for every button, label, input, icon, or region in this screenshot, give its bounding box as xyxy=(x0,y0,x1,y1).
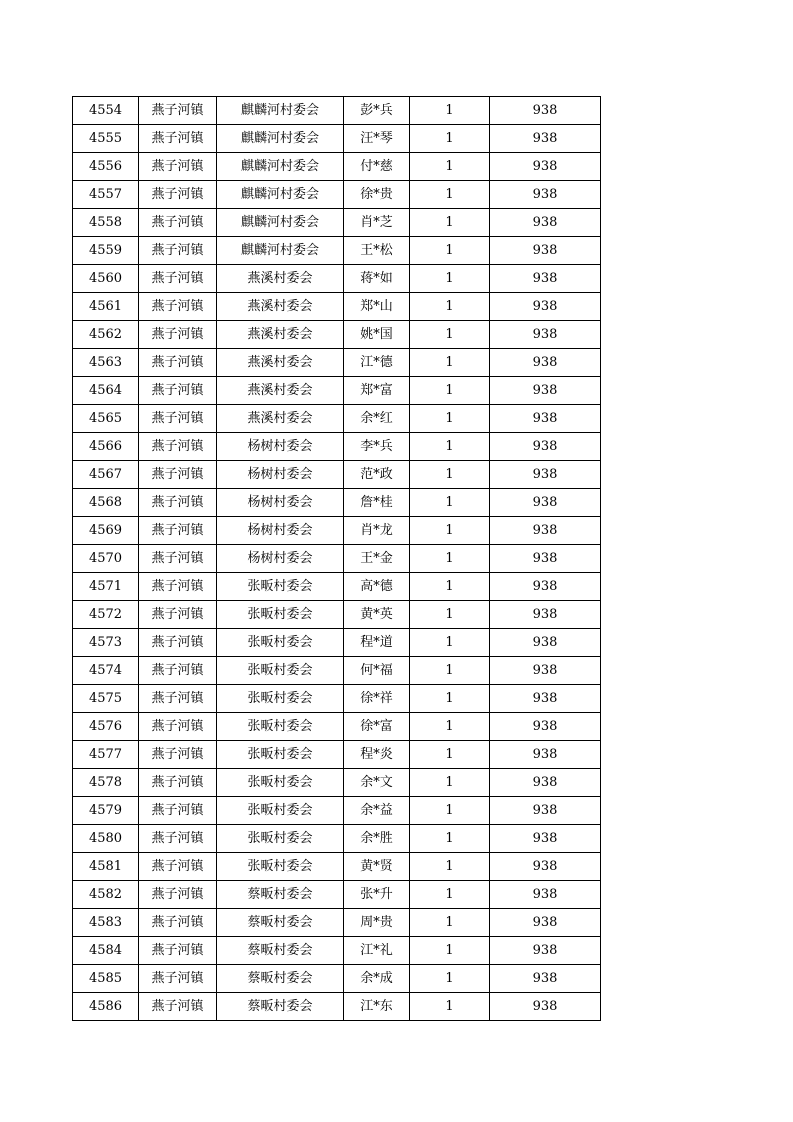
amount-cell: 938 xyxy=(490,153,601,181)
person-name-cell: 余*胜 xyxy=(344,825,410,853)
count-cell: 1 xyxy=(410,153,490,181)
amount-cell: 938 xyxy=(490,349,601,377)
amount-cell: 938 xyxy=(490,321,601,349)
amount-cell: 938 xyxy=(490,97,601,125)
table-row xyxy=(73,153,601,181)
row-number-cell: 4574 xyxy=(73,657,139,685)
person-name-cell: 余*文 xyxy=(344,769,410,797)
village-cell: 张畈村委会 xyxy=(217,573,344,601)
row-number-cell: 4571 xyxy=(73,573,139,601)
person-name-cell: 汪*琴 xyxy=(344,125,410,153)
table-row xyxy=(73,825,601,853)
village-cell: 燕溪村委会 xyxy=(217,377,344,405)
person-name-cell: 郑*富 xyxy=(344,377,410,405)
row-number-cell: 4561 xyxy=(73,293,139,321)
row-number-cell: 4560 xyxy=(73,265,139,293)
table-row xyxy=(73,97,601,125)
amount-cell: 938 xyxy=(490,517,601,545)
roster-body xyxy=(73,97,601,1021)
village-cell: 麒麟河村委会 xyxy=(217,181,344,209)
count-cell: 1 xyxy=(410,209,490,237)
amount-cell: 938 xyxy=(490,545,601,573)
town-cell: 燕子河镇 xyxy=(139,881,217,909)
table-row xyxy=(73,461,601,489)
town-cell: 燕子河镇 xyxy=(139,797,217,825)
person-name-cell: 范*政 xyxy=(344,461,410,489)
table-row xyxy=(73,125,601,153)
village-cell: 杨树村委会 xyxy=(217,545,344,573)
amount-cell: 938 xyxy=(490,965,601,993)
village-cell: 杨树村委会 xyxy=(217,489,344,517)
village-cell: 张畈村委会 xyxy=(217,657,344,685)
count-cell: 1 xyxy=(410,293,490,321)
person-name-cell: 郑*山 xyxy=(344,293,410,321)
person-name-cell: 徐*祥 xyxy=(344,685,410,713)
amount-cell: 938 xyxy=(490,881,601,909)
row-number-cell: 4566 xyxy=(73,433,139,461)
amount-cell: 938 xyxy=(490,993,601,1021)
amount-cell: 938 xyxy=(490,489,601,517)
table-row xyxy=(73,545,601,573)
table-row xyxy=(73,741,601,769)
town-cell: 燕子河镇 xyxy=(139,713,217,741)
town-cell: 燕子河镇 xyxy=(139,853,217,881)
person-name-cell: 徐*贵 xyxy=(344,181,410,209)
count-cell: 1 xyxy=(410,461,490,489)
count-cell: 1 xyxy=(410,657,490,685)
person-name-cell: 姚*国 xyxy=(344,321,410,349)
amount-cell: 938 xyxy=(490,713,601,741)
table-row xyxy=(73,181,601,209)
person-name-cell: 高*德 xyxy=(344,573,410,601)
town-cell: 燕子河镇 xyxy=(139,181,217,209)
person-name-cell: 王*金 xyxy=(344,545,410,573)
amount-cell: 938 xyxy=(490,237,601,265)
table-row xyxy=(73,293,601,321)
amount-cell: 938 xyxy=(490,937,601,965)
count-cell: 1 xyxy=(410,265,490,293)
row-number-cell: 4576 xyxy=(73,713,139,741)
town-cell: 燕子河镇 xyxy=(139,321,217,349)
amount-cell: 938 xyxy=(490,181,601,209)
count-cell: 1 xyxy=(410,489,490,517)
town-cell: 燕子河镇 xyxy=(139,405,217,433)
table-row xyxy=(73,657,601,685)
table-row xyxy=(73,321,601,349)
row-number-cell: 4568 xyxy=(73,489,139,517)
row-number-cell: 4559 xyxy=(73,237,139,265)
count-cell: 1 xyxy=(410,349,490,377)
table-row xyxy=(73,377,601,405)
table-row xyxy=(73,881,601,909)
row-number-cell: 4575 xyxy=(73,685,139,713)
village-cell: 麒麟河村委会 xyxy=(217,153,344,181)
village-cell: 杨树村委会 xyxy=(217,517,344,545)
person-name-cell: 肖*龙 xyxy=(344,517,410,545)
count-cell: 1 xyxy=(410,937,490,965)
row-number-cell: 4578 xyxy=(73,769,139,797)
town-cell: 燕子河镇 xyxy=(139,657,217,685)
village-cell: 张畈村委会 xyxy=(217,685,344,713)
person-name-cell: 余*成 xyxy=(344,965,410,993)
village-cell: 张畈村委会 xyxy=(217,853,344,881)
row-number-cell: 4572 xyxy=(73,601,139,629)
table-row xyxy=(73,349,601,377)
row-number-cell: 4580 xyxy=(73,825,139,853)
amount-cell: 938 xyxy=(490,797,601,825)
table-row xyxy=(73,713,601,741)
town-cell: 燕子河镇 xyxy=(139,937,217,965)
person-name-cell: 王*松 xyxy=(344,237,410,265)
amount-cell: 938 xyxy=(490,741,601,769)
amount-cell: 938 xyxy=(490,377,601,405)
village-cell: 张畈村委会 xyxy=(217,825,344,853)
village-cell: 燕溪村委会 xyxy=(217,349,344,377)
village-cell: 麒麟河村委会 xyxy=(217,97,344,125)
count-cell: 1 xyxy=(410,181,490,209)
town-cell: 燕子河镇 xyxy=(139,573,217,601)
count-cell: 1 xyxy=(410,629,490,657)
row-number-cell: 4586 xyxy=(73,993,139,1021)
amount-cell: 938 xyxy=(490,265,601,293)
person-name-cell: 黄*贤 xyxy=(344,853,410,881)
row-number-cell: 4564 xyxy=(73,377,139,405)
table-row xyxy=(73,489,601,517)
person-name-cell: 肖*芝 xyxy=(344,209,410,237)
table-row xyxy=(73,601,601,629)
row-number-cell: 4582 xyxy=(73,881,139,909)
town-cell: 燕子河镇 xyxy=(139,237,217,265)
person-name-cell: 程*炎 xyxy=(344,741,410,769)
amount-cell: 938 xyxy=(490,825,601,853)
amount-cell: 938 xyxy=(490,405,601,433)
town-cell: 燕子河镇 xyxy=(139,517,217,545)
table-row xyxy=(73,629,601,657)
count-cell: 1 xyxy=(410,377,490,405)
amount-cell: 938 xyxy=(490,293,601,321)
amount-cell: 938 xyxy=(490,657,601,685)
count-cell: 1 xyxy=(410,433,490,461)
town-cell: 燕子河镇 xyxy=(139,545,217,573)
row-number-cell: 4563 xyxy=(73,349,139,377)
table-row xyxy=(73,853,601,881)
village-cell: 蔡畈村委会 xyxy=(217,909,344,937)
person-name-cell: 蒋*如 xyxy=(344,265,410,293)
town-cell: 燕子河镇 xyxy=(139,125,217,153)
count-cell: 1 xyxy=(410,601,490,629)
row-number-cell: 4558 xyxy=(73,209,139,237)
town-cell: 燕子河镇 xyxy=(139,909,217,937)
count-cell: 1 xyxy=(410,993,490,1021)
amount-cell: 938 xyxy=(490,433,601,461)
town-cell: 燕子河镇 xyxy=(139,965,217,993)
count-cell: 1 xyxy=(410,125,490,153)
row-number-cell: 4584 xyxy=(73,937,139,965)
village-cell: 燕溪村委会 xyxy=(217,321,344,349)
town-cell: 燕子河镇 xyxy=(139,293,217,321)
village-cell: 蔡畈村委会 xyxy=(217,937,344,965)
row-number-cell: 4583 xyxy=(73,909,139,937)
table-row xyxy=(73,517,601,545)
village-cell: 麒麟河村委会 xyxy=(217,209,344,237)
row-number-cell: 4567 xyxy=(73,461,139,489)
person-name-cell: 张*升 xyxy=(344,881,410,909)
count-cell: 1 xyxy=(410,237,490,265)
village-cell: 燕溪村委会 xyxy=(217,265,344,293)
count-cell: 1 xyxy=(410,825,490,853)
town-cell: 燕子河镇 xyxy=(139,685,217,713)
roster-table xyxy=(72,96,601,1021)
count-cell: 1 xyxy=(410,909,490,937)
count-cell: 1 xyxy=(410,405,490,433)
row-number-cell: 4581 xyxy=(73,853,139,881)
amount-cell: 938 xyxy=(490,685,601,713)
row-number-cell: 4555 xyxy=(73,125,139,153)
town-cell: 燕子河镇 xyxy=(139,153,217,181)
table-row xyxy=(73,993,601,1021)
count-cell: 1 xyxy=(410,545,490,573)
person-name-cell: 程*道 xyxy=(344,629,410,657)
person-name-cell: 江*德 xyxy=(344,349,410,377)
town-cell: 燕子河镇 xyxy=(139,769,217,797)
amount-cell: 938 xyxy=(490,909,601,937)
row-number-cell: 4573 xyxy=(73,629,139,657)
row-number-cell: 4577 xyxy=(73,741,139,769)
village-cell: 张畈村委会 xyxy=(217,629,344,657)
amount-cell: 938 xyxy=(490,853,601,881)
town-cell: 燕子河镇 xyxy=(139,629,217,657)
person-name-cell: 彭*兵 xyxy=(344,97,410,125)
count-cell: 1 xyxy=(410,965,490,993)
person-name-cell: 付*慈 xyxy=(344,153,410,181)
person-name-cell: 余*红 xyxy=(344,405,410,433)
count-cell: 1 xyxy=(410,97,490,125)
town-cell: 燕子河镇 xyxy=(139,265,217,293)
village-cell: 张畈村委会 xyxy=(217,769,344,797)
town-cell: 燕子河镇 xyxy=(139,377,217,405)
count-cell: 1 xyxy=(410,685,490,713)
town-cell: 燕子河镇 xyxy=(139,825,217,853)
amount-cell: 938 xyxy=(490,209,601,237)
amount-cell: 938 xyxy=(490,461,601,489)
count-cell: 1 xyxy=(410,797,490,825)
table-row xyxy=(73,909,601,937)
count-cell: 1 xyxy=(410,573,490,601)
town-cell: 燕子河镇 xyxy=(139,209,217,237)
count-cell: 1 xyxy=(410,881,490,909)
count-cell: 1 xyxy=(410,517,490,545)
amount-cell: 938 xyxy=(490,769,601,797)
village-cell: 麒麟河村委会 xyxy=(217,125,344,153)
table-row xyxy=(73,265,601,293)
table-row xyxy=(73,433,601,461)
count-cell: 1 xyxy=(410,853,490,881)
village-cell: 燕溪村委会 xyxy=(217,405,344,433)
town-cell: 燕子河镇 xyxy=(139,97,217,125)
amount-cell: 938 xyxy=(490,629,601,657)
person-name-cell: 周*贵 xyxy=(344,909,410,937)
row-number-cell: 4570 xyxy=(73,545,139,573)
village-cell: 蔡畈村委会 xyxy=(217,881,344,909)
row-number-cell: 4557 xyxy=(73,181,139,209)
amount-cell: 938 xyxy=(490,125,601,153)
person-name-cell: 余*益 xyxy=(344,797,410,825)
row-number-cell: 4569 xyxy=(73,517,139,545)
village-cell: 张畈村委会 xyxy=(217,797,344,825)
town-cell: 燕子河镇 xyxy=(139,601,217,629)
village-cell: 蔡畈村委会 xyxy=(217,993,344,1021)
town-cell: 燕子河镇 xyxy=(139,993,217,1021)
village-cell: 麒麟河村委会 xyxy=(217,237,344,265)
village-cell: 杨树村委会 xyxy=(217,461,344,489)
person-name-cell: 何*福 xyxy=(344,657,410,685)
town-cell: 燕子河镇 xyxy=(139,489,217,517)
village-cell: 张畈村委会 xyxy=(217,601,344,629)
village-cell: 杨树村委会 xyxy=(217,433,344,461)
row-number-cell: 4556 xyxy=(73,153,139,181)
table-row xyxy=(73,685,601,713)
town-cell: 燕子河镇 xyxy=(139,741,217,769)
amount-cell: 938 xyxy=(490,573,601,601)
town-cell: 燕子河镇 xyxy=(139,461,217,489)
row-number-cell: 4565 xyxy=(73,405,139,433)
row-number-cell: 4579 xyxy=(73,797,139,825)
town-cell: 燕子河镇 xyxy=(139,433,217,461)
table-row xyxy=(73,237,601,265)
table-row xyxy=(73,573,601,601)
count-cell: 1 xyxy=(410,321,490,349)
person-name-cell: 江*礼 xyxy=(344,937,410,965)
table-row xyxy=(73,405,601,433)
person-name-cell: 李*兵 xyxy=(344,433,410,461)
person-name-cell: 詹*桂 xyxy=(344,489,410,517)
table-row xyxy=(73,209,601,237)
village-cell: 燕溪村委会 xyxy=(217,293,344,321)
row-number-cell: 4554 xyxy=(73,97,139,125)
person-name-cell: 江*东 xyxy=(344,993,410,1021)
count-cell: 1 xyxy=(410,769,490,797)
table-row xyxy=(73,965,601,993)
table-row xyxy=(73,797,601,825)
table-row xyxy=(73,769,601,797)
amount-cell: 938 xyxy=(490,601,601,629)
count-cell: 1 xyxy=(410,713,490,741)
person-name-cell: 黄*英 xyxy=(344,601,410,629)
town-cell: 燕子河镇 xyxy=(139,349,217,377)
person-name-cell: 徐*富 xyxy=(344,713,410,741)
row-number-cell: 4562 xyxy=(73,321,139,349)
table-row xyxy=(73,937,601,965)
village-cell: 蔡畈村委会 xyxy=(217,965,344,993)
village-cell: 张畈村委会 xyxy=(217,713,344,741)
row-number-cell: 4585 xyxy=(73,965,139,993)
village-cell: 张畈村委会 xyxy=(217,741,344,769)
count-cell: 1 xyxy=(410,741,490,769)
